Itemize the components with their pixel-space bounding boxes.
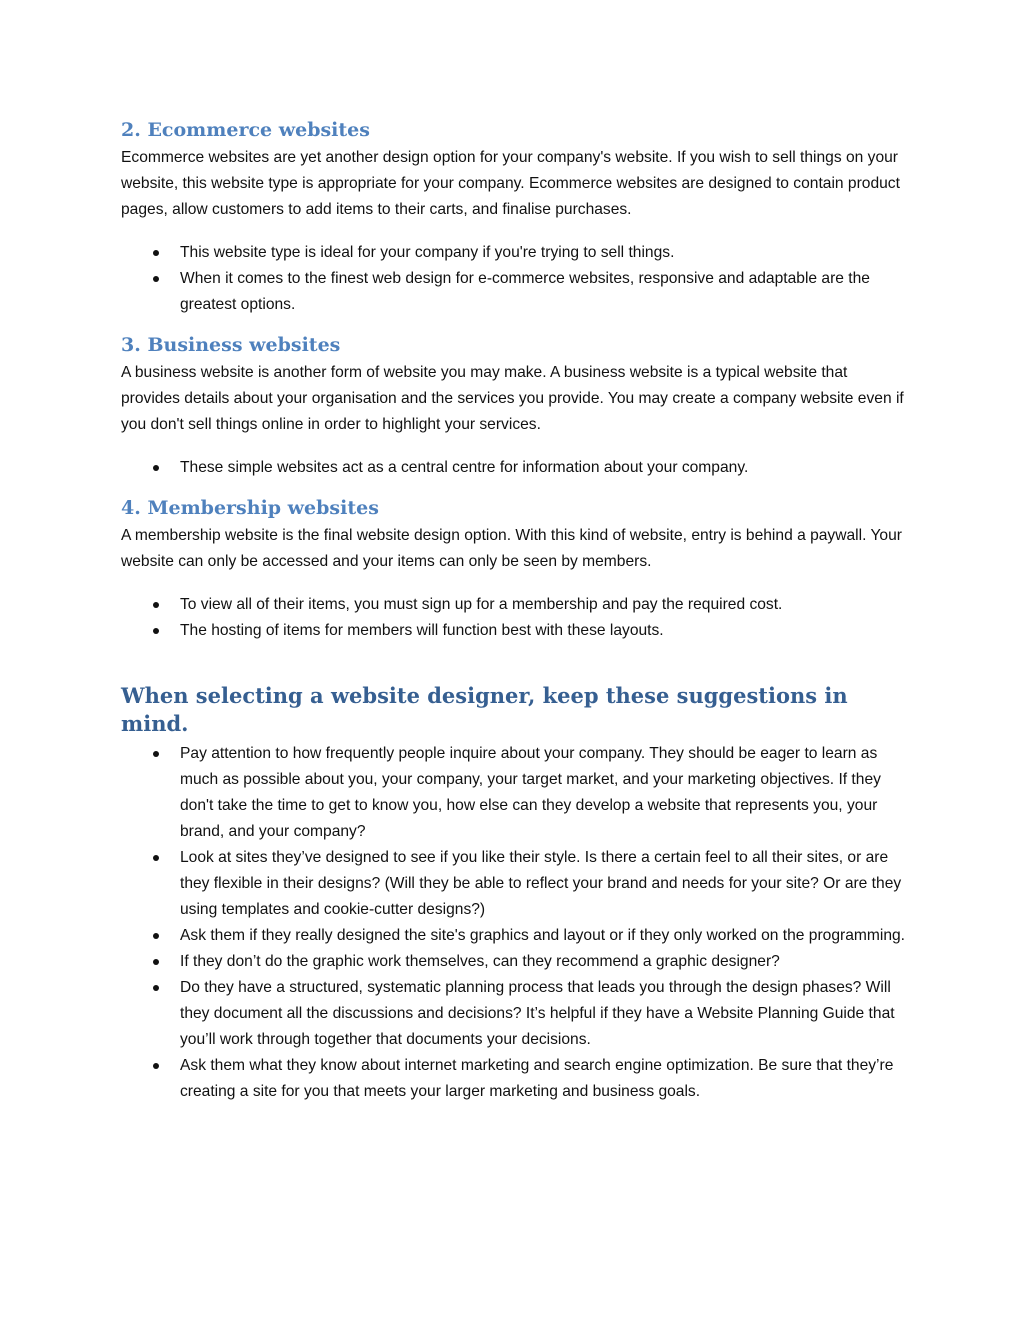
bullet-list [121,455,906,481]
list-item-text: To view all of their items, you must sign up for a membership and pay the required cost. [180,596,783,613]
bullet-icon [153,933,159,939]
section-membership [121,496,906,644]
bullet-list [121,592,906,644]
list-item [121,266,906,318]
list-item-text: Pay attention to how frequently people inquire about your company. They should be eager to learn as much as possible about you, your company, your target market, and your marketing objectives. If they don't take the time to get to know you, how else can they develop a website that represents you, your brand, and your company? [180,745,881,840]
bullet-icon [153,751,159,757]
list-item [121,949,906,975]
list-item-text: Ask them if they really designed the site's graphics and layout or if they only worked on the programming. [180,927,905,944]
list-item-text: The hosting of items for members will function best with these layouts. [180,622,664,639]
list-item [121,845,906,923]
list-item-text: Look at sites they’ve designed to see if you like their style. Is there a certain feel to all their sites, or are they flexible in their designs? (Will they be able to reflect your brand and needs for your site? Or are they using templates and cookie-cutter designs?) [180,849,902,918]
section-paragraph: Ecommerce websites are yet another design option for your company's website. If you wish to sell things on your website, this website type is appropriate for your company. Ecommerce websites are designed to contain product pages, allow customers to add items to their carts, and finalise purchases. [121,149,900,218]
list-item-text: This website type is ideal for your company if you're trying to sell things. [180,244,675,261]
section-heading: 4. Membership websites [121,497,379,519]
list-item [121,741,906,845]
bullet-icon [153,1063,159,1069]
section-ecommerce [121,118,906,318]
section-business [121,333,906,481]
section-paragraph: A business website is another form of website you may make. A business website is a typical website that provides details about your organisation and the services you provide. You may create a company website even if you don't sell things online in order to highlight your services. [121,364,904,433]
bullet-icon [153,628,159,634]
list-item [121,1053,906,1105]
section-heading: 2. Ecommerce websites [121,119,370,141]
list-item-text: When it comes to the finest web design for e-commerce websites, responsive and adaptable are the greatest options. [180,270,870,313]
section-suggestions [121,682,906,1105]
list-item [121,618,906,644]
list-item-text: Ask them what they know about internet marketing and search engine optimization. Be sure that they’re creating a site for you that meets your larger marketing and business goals. [180,1057,894,1100]
list-item-text: Do they have a structured, systematic planning process that leads you through the design phases? Will they document all the discussions and decisions? It’s helpful if they have a Website Planning Guide that you’ll work through together that documents your decisions. [180,979,895,1048]
section-heading: 3. Business websites [121,334,341,356]
main-heading: When selecting a website designer, keep these suggestions in mind. [121,683,848,736]
bullet-icon [153,276,159,282]
list-item-text: If they don’t do the graphic work themselves, can they recommend a graphic designer? [180,953,780,970]
bullet-icon [153,855,159,861]
list-item [121,240,906,266]
document-page [121,118,906,1105]
bullet-icon [153,250,159,256]
bullet-list [121,240,906,318]
list-item-text: These simple websites act as a central centre for information about your company. [180,459,749,476]
bullet-icon [153,465,159,471]
bullet-icon [153,602,159,608]
list-item [121,455,906,481]
list-item [121,923,906,949]
bullet-list [121,741,906,1105]
section-paragraph: A membership website is the final website design option. With this kind of website, entry is behind a paywall. Your website can only be accessed and your items can only be seen by members. [121,527,902,570]
list-item [121,975,906,1053]
bullet-icon [153,959,159,965]
list-item [121,592,906,618]
bullet-icon [153,985,159,991]
